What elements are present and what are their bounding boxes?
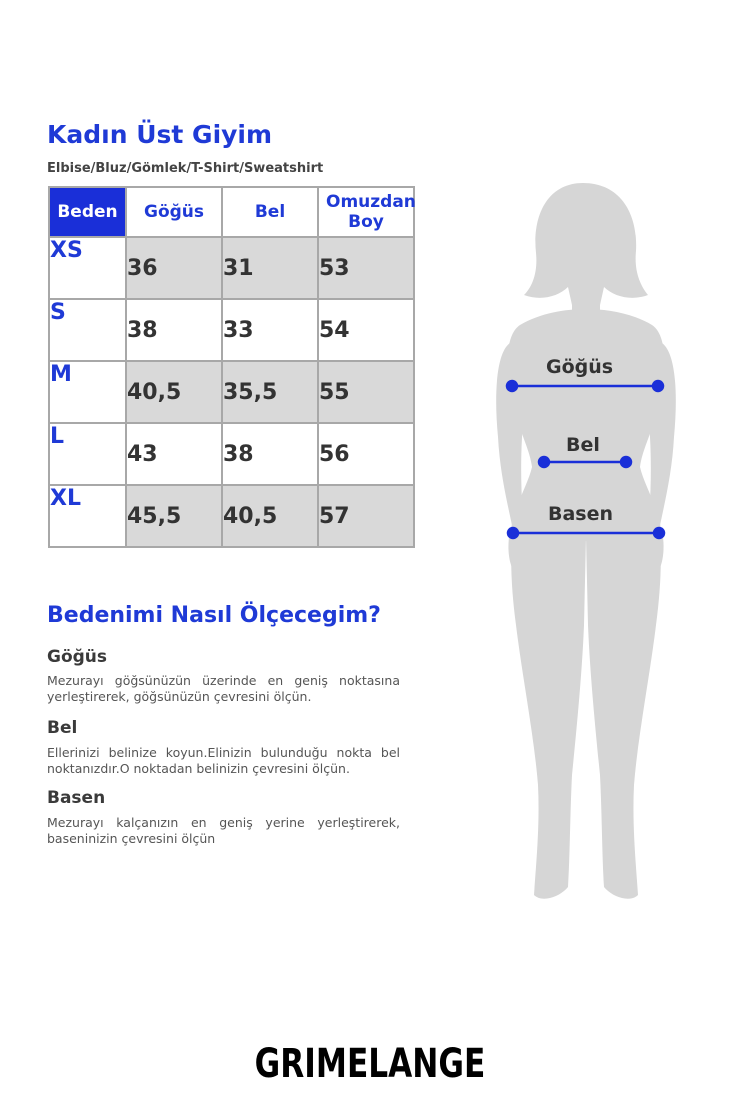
waist-instructions: Ellerinizi belinize koyun.Elinizin bulunduğu nokta bel noktanızdır.O noktadan belinizin çevresini ölçün. [47, 745, 400, 776]
product-categories: Elbise/Bluz/Gömlek/T-Shirt/Sweatshirt [47, 161, 324, 176]
length-cell: 55 [318, 361, 414, 423]
chest-cell: 43 [126, 423, 222, 485]
chest-heading: Göğüs [47, 647, 108, 667]
chest-cell: 38 [126, 299, 222, 361]
chest-instructions: Mezurayı göğsünüzün üzerinde en geniş noktasına yerleştirerek, göğsünüzün çevresini ölçün. [47, 673, 400, 704]
body-measurement-figure [480, 175, 710, 915]
column-header-size: Beden [49, 187, 126, 237]
length-cell: 54 [318, 299, 414, 361]
waist-heading: Bel [47, 718, 78, 738]
table-row [49, 237, 414, 299]
waist-cell: 38 [222, 423, 318, 485]
column-header-waist: Bel [222, 187, 318, 237]
hip-instructions: Mezurayı kalçanızın en geniş yerine yerleştirerek, baseninizin çevresini ölçün [47, 815, 400, 846]
size-table [48, 186, 415, 548]
brand-logo: GRIMELANGE [254, 1041, 486, 1087]
hip-heading: Basen [47, 788, 106, 808]
waist-cell: 31 [222, 237, 318, 299]
page-title: Kadın Üst Giyim [47, 120, 273, 149]
table-row [49, 485, 414, 547]
length-cell: 53 [318, 237, 414, 299]
table-row [49, 299, 414, 361]
waist-cell: 33 [222, 299, 318, 361]
size-cell: S [49, 299, 126, 361]
waist-cell: 35,5 [222, 361, 318, 423]
length-cell: 56 [318, 423, 414, 485]
waist-label: Bel [566, 434, 600, 456]
hip-label: Basen [548, 503, 614, 525]
table-row [49, 361, 414, 423]
column-header-length-label: Omuzdan Boy [326, 192, 416, 232]
chest-cell: 45,5 [126, 485, 222, 547]
table-row [49, 423, 414, 485]
body-silhouette [480, 175, 710, 915]
length-cell: 57 [318, 485, 414, 547]
column-header-length [318, 187, 414, 237]
size-cell: L [49, 423, 126, 485]
chest-cell: 36 [126, 237, 222, 299]
waist-cell: 40,5 [222, 485, 318, 547]
chest-cell: 40,5 [126, 361, 222, 423]
size-cell: XL [49, 485, 126, 547]
column-header-chest: Göğüs [126, 187, 222, 237]
size-cell: M [49, 361, 126, 423]
table-header-row [49, 187, 414, 237]
chest-label: Göğüs [546, 356, 614, 378]
size-cell: XS [49, 237, 126, 299]
guide-title: Bedenimi Nasıl Ölçecegim? [47, 603, 381, 628]
